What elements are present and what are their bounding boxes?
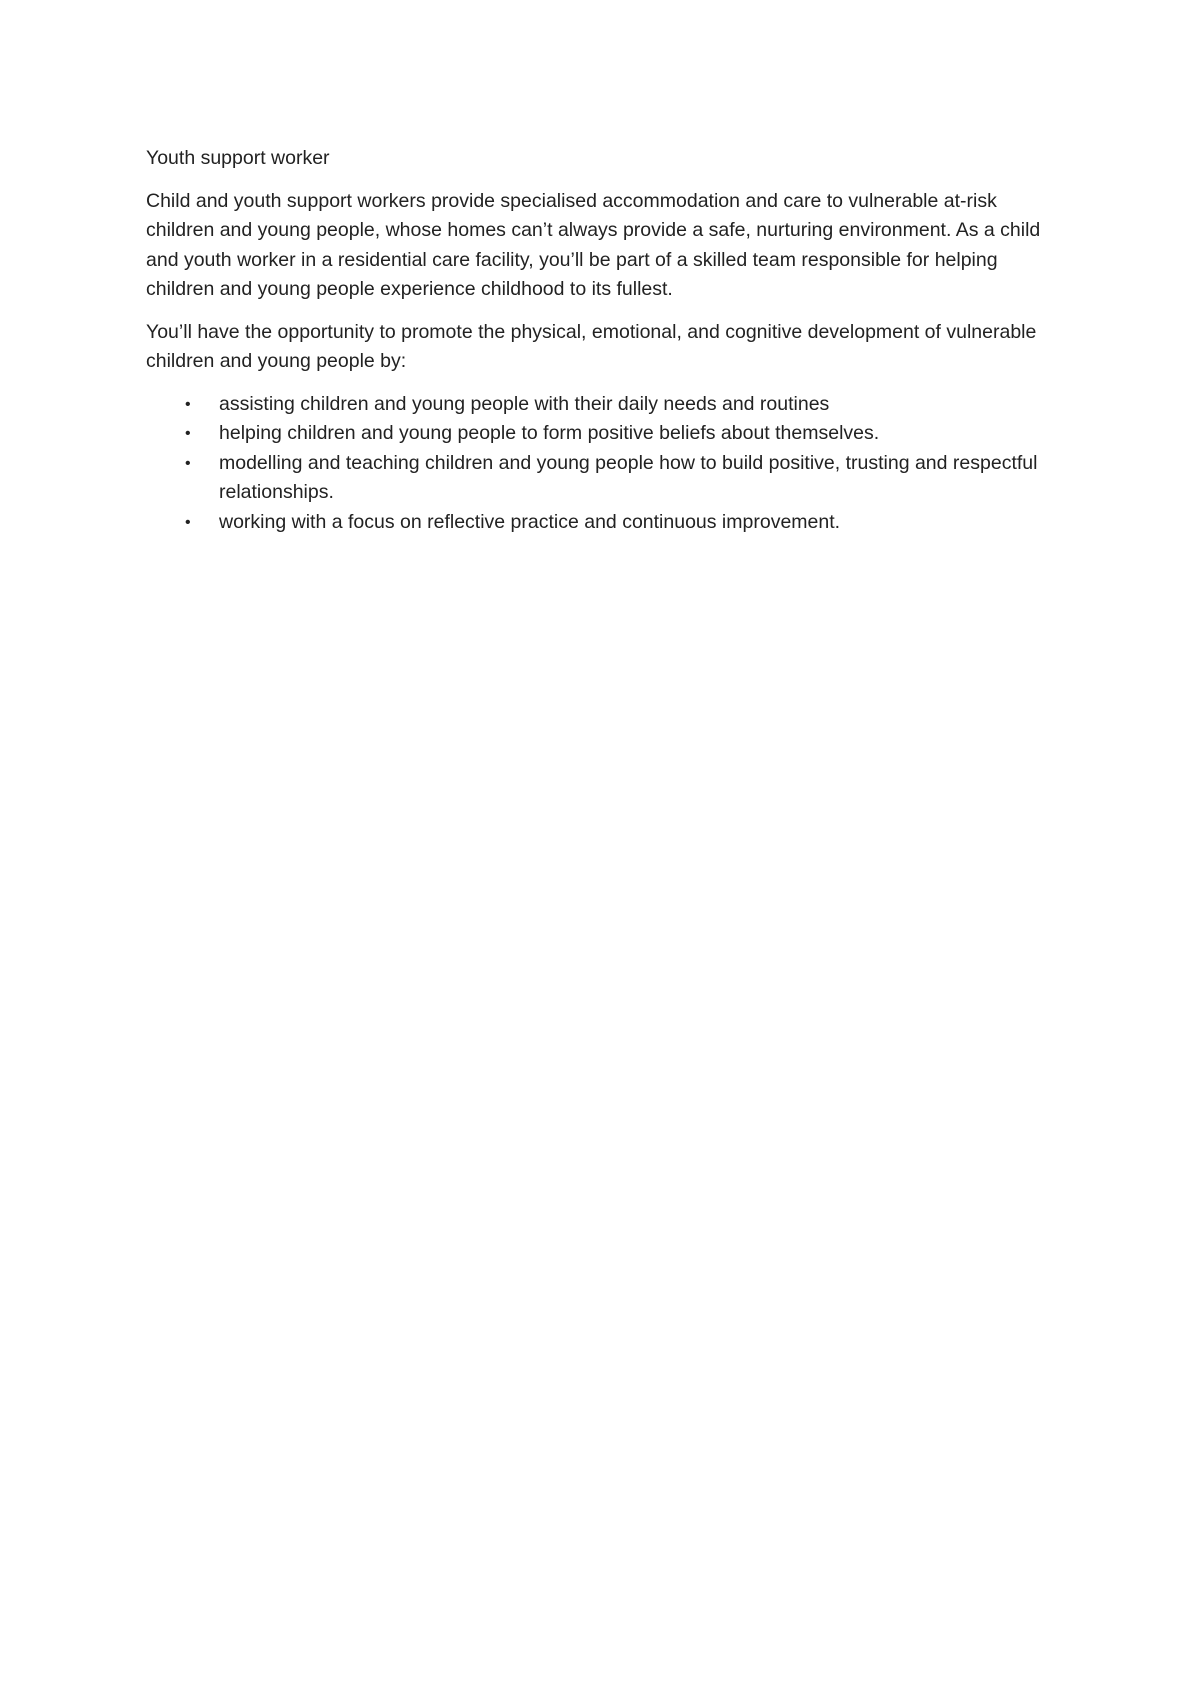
- list-item: [146, 508, 1046, 538]
- list-item-text: modelling and teaching children and young people how to build positive, trusting and respectful relationships.: [219, 451, 1038, 503]
- bullet-icon: •: [185, 513, 191, 531]
- document-title: Youth support worker: [146, 147, 330, 169]
- opportunity-paragraph: You’ll have the opportunity to promote the physical, emotional, and cognitive development of vulnerable children and young people by:: [146, 320, 1037, 372]
- list-item: [146, 390, 1046, 420]
- intro-paragraph: Child and youth support workers provide specialised accommodation and care to vulnerable at-risk children and young people, whose homes can’t always provide a safe, nurturing environment. As a child and youth worker in a residential care facility, you’ll be part of a skilled team responsible for helping children and young people experience childhood to its fullest.: [146, 189, 1041, 300]
- document-body: [146, 144, 1046, 537]
- list-item-text: helping children and young people to form positive beliefs about themselves.: [219, 422, 880, 444]
- list-item: [146, 449, 1046, 508]
- list-item-text: assisting children and young people with their daily needs and routines: [219, 392, 830, 415]
- list-item: [146, 419, 1046, 449]
- responsibilities-list: [146, 390, 1046, 538]
- list-item-text: working with a focus on reflective practice and continuous improvement.: [219, 510, 841, 533]
- bullet-icon: •: [185, 395, 191, 413]
- bullet-icon: •: [185, 425, 191, 442]
- bullet-icon: •: [185, 454, 191, 472]
